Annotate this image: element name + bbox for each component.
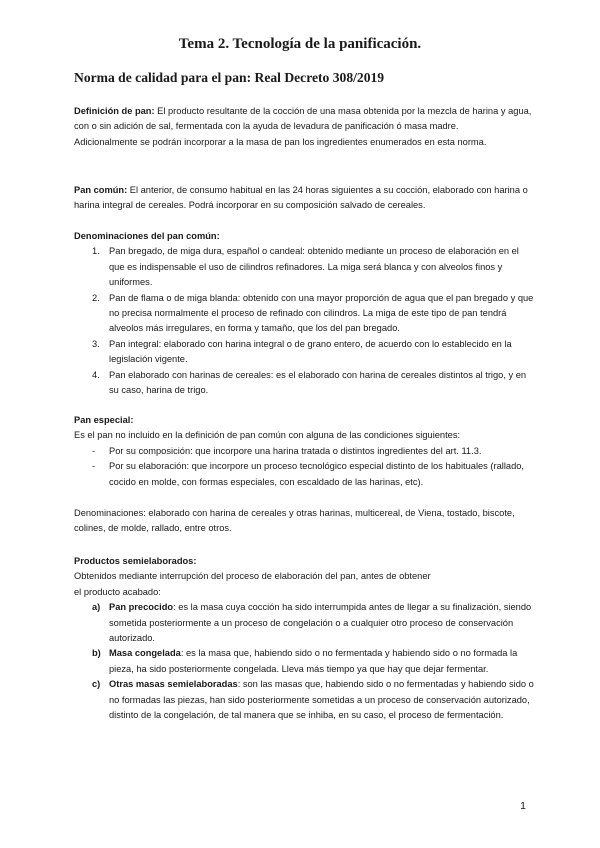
semielaborados-section — [74, 554, 536, 723]
list-marker: 1. — [92, 246, 100, 257]
list-item-text: Pan integral: elaborado con harina integral o de grano entero, de acuerdo con lo establecido en la legislación vigente. — [109, 338, 512, 365]
list-item-text: : son las masas que, habiendo sido o no fermentadas y habiendo sido o no formadas las piezas, han sido posteriormente sometidas a un proceso de conservación autorizado, distinto de la congelación, de tal manera que se inhiba, en su caso, el proceso de fermentación. — [109, 679, 534, 721]
definicion-note: Adicionalmente se podrán incorporar a la masa de pan los ingredientes enumerados en esta norma. — [74, 136, 487, 147]
section-subtitle: Norma de calidad para el pan: Real Decreto 308/2019 — [74, 70, 385, 85]
list-item — [74, 600, 536, 646]
list-item — [74, 646, 536, 677]
list-item — [74, 337, 536, 368]
semielaborados-heading: Productos semielaborados: — [74, 556, 197, 566]
definicion-text — [74, 104, 536, 135]
list-item-term: Pan precocido — [109, 602, 174, 613]
list-item-text: : es la masa que, habiendo sido o no fermentada y habiendo sido o no formada la pieza, ha sido posteriormente congelada. Lleva más tiempo ya que hay que dejar fermentar. — [109, 648, 518, 674]
list-item — [74, 444, 536, 459]
list-item — [74, 244, 536, 290]
list-item — [74, 459, 536, 490]
list-marker: a) — [92, 602, 101, 613]
list-marker: 4. — [92, 369, 100, 380]
list-marker: - — [92, 445, 96, 456]
list-item-text: Pan elaborado con harinas de cereales: es el elaborado con harina de cereales distintos al trigo, y en su caso, harina de trigo. — [109, 369, 527, 396]
list-marker: b) — [92, 648, 101, 659]
list-item-term: Otras masas semielaboradas — [109, 679, 238, 690]
list-item — [74, 677, 536, 723]
definicion-paragraph — [74, 104, 536, 150]
list-item-text: Pan de flama o de miga blanda: obtenido con una mayor proporción de agua que el pan bregado y que no precisa normalmente el proceso de refinado con cilindros. La miga de este tipo de pan tendrá alveolos más irregulares, en forma y tamaño, que los del pan bregado. — [109, 292, 534, 334]
list-marker: c) — [92, 679, 101, 690]
list-item-text: : es la masa cuya cocción ha sido interrumpida antes de llegar a su finalización, siendo sometida posteriormente a un proceso de congelación o a cualquier otro proceso de conservación autorizado. — [109, 602, 532, 644]
list-item-term: Masa congelada — [109, 648, 181, 659]
pan-comun-body: El anterior, de consumo habitual en las 24 horas siguientes a su cocción, elaborado con harina o harina integral de cereales. Podrá incorporar en su composición salvado de cereales. — [74, 185, 528, 211]
semielaborados-intro: Obtenidos mediante interrupción del proceso de elaboración del pan, antes de obtener el producto acabado: — [74, 571, 431, 597]
denominaciones-especial-paragraph: Denominaciones: elaborado con harina de cereales y otras harinas, multicereal, de Viena, tostado, biscote, colines, de molde, rallado, entre otros. — [74, 508, 515, 534]
pan-especial-section — [74, 413, 536, 490]
definicion-term: Definición de pan: — [74, 106, 155, 116]
definicion-body: El producto resultante de la cocción de una masa obtenida por la mezcla de harina y agua, con o sin adición de sal, fermentada con la ayuda de levadura de panificación ó masa madre. — [74, 106, 532, 132]
document-title: Tema 2. Tecnología de la panificación. — [178, 36, 422, 52]
list-item-text: Por su composición: que incorpore una harina tratada o distintos ingredientes del art. 11.3. — [109, 445, 482, 456]
page-number: 1 — [520, 800, 526, 812]
list-item-text: Por su elaboración: que incorpore un proceso tecnológico especial distinto de los habituales (rallado, cocido en molde, con formas especiales, con escaldado de las harinas, etc). — [109, 461, 525, 487]
pan-especial-heading: Pan especial: — [74, 415, 134, 425]
denominaciones-comun-section — [74, 229, 536, 398]
pan-comun-term: Pan común: — [74, 185, 128, 195]
list-item — [74, 368, 536, 399]
denominaciones-comun-heading: Denominaciones del pan común: — [74, 231, 220, 241]
list-item-text: Pan bregado, de miga dura, español o candeal: obtenido mediante un proceso de elaboración en el que es indispensable el uso de cilindros refinadores. La miga será blanca y con alveolos finos y uniformes. — [109, 246, 519, 288]
list-item — [74, 291, 536, 337]
pan-especial-intro: Es el pan no incluido en la definición de pan común con alguna de las condiciones siguientes: — [74, 430, 461, 441]
list-marker: 3. — [92, 338, 100, 349]
pan-comun-paragraph — [74, 183, 536, 214]
list-marker: - — [92, 461, 96, 472]
list-marker: 2. — [92, 292, 100, 303]
